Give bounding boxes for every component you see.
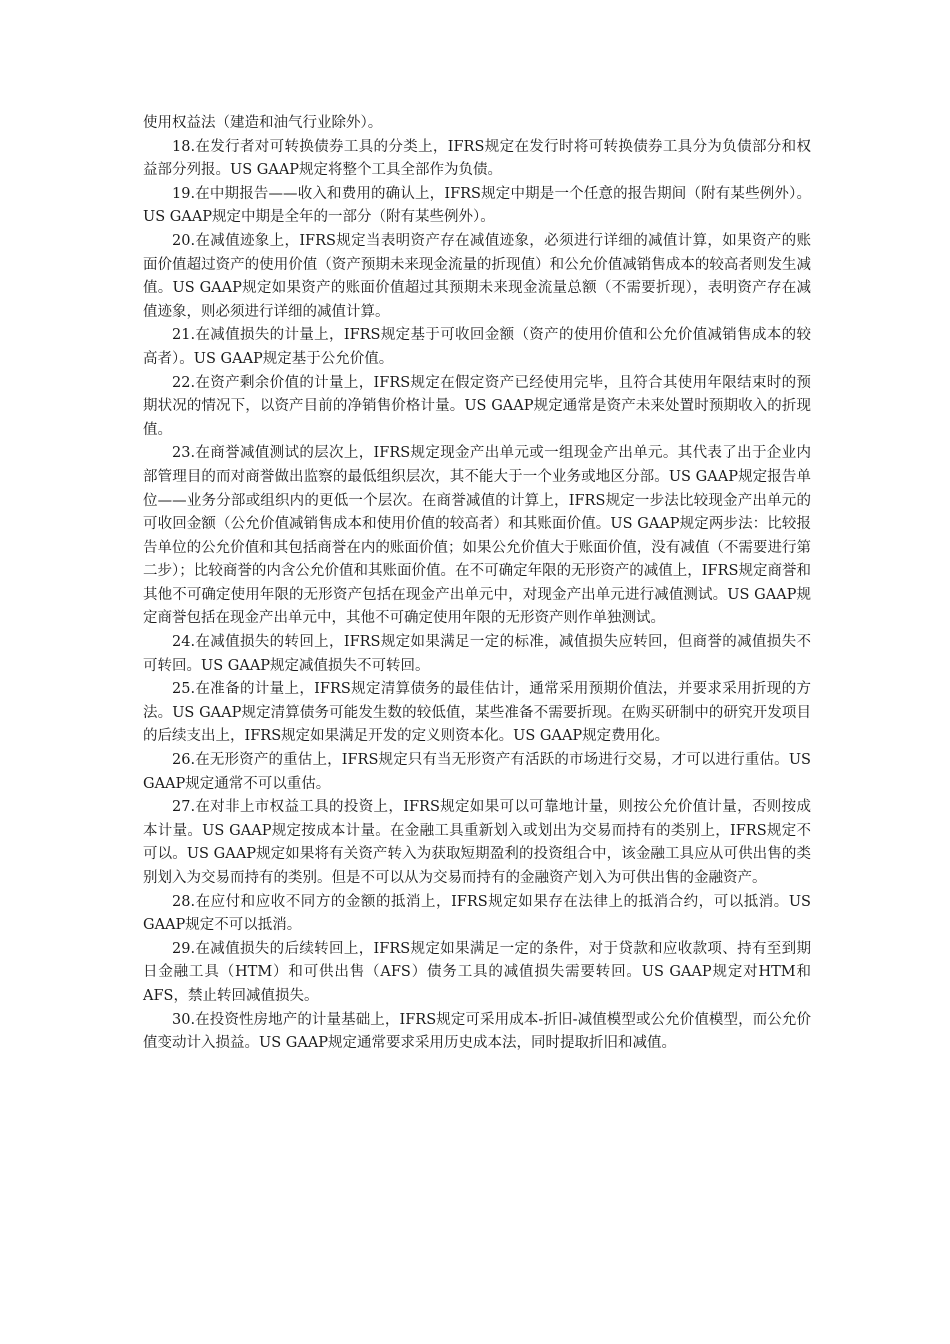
paragraph-19: 19.在中期报告——收入和费用的确认上，IFRS规定中期是一个任意的报告期间（附有某些例外）。US GAAP规定中期是全年的一部分（附有某些例外）。 — [143, 185, 811, 226]
paragraph-continued: 使用权益法（建造和油气行业除外）。 — [143, 115, 383, 131]
paragraph-29: 29.在减值损失的后续转回上，IFRS规定如果满足一定的条件，对于贷款和应收款项、持有至到期日金融工具（HTM）和可供出售（AFS）债务工具的减值损失需要转回。US GAAP规定对HTM和AFS，禁止转回减值损失。 — [143, 940, 811, 1004]
paragraph-30: 30.在投资性房地产的计量基础上，IFRS规定可采用成本-折旧-减值模型或公允价值模型，而公允价值变动计入损益。US GAAP规定通常要求采用历史成本法，同时提取折旧和减值。 — [143, 1011, 811, 1052]
document-body — [143, 112, 811, 1056]
paragraph-18: 18.在发行者对可转换债券工具的分类上，IFRS规定在发行时将可转换债券工具分为负债部分和权益部分列报。US GAAP规定将整个工具全部作为负债。 — [143, 138, 811, 179]
paragraph-26: 26.在无形资产的重估上，IFRS规定只有当无形资产有活跃的市场进行交易，才可以进行重估。US GAAP规定通常不可以重估。 — [143, 752, 811, 792]
paragraph-23: 23.在商誉减值测试的层次上，IFRS规定现金产出单元或一组现金产出单元。其代表了出于企业内部管理目的而对商誉做出监察的最低组织层次，其不能大于一个业务或地区分部。US GAAP规定报告单位——业务分部或组织内的更低一个层次。在商誉减值的计算上，IFRS规定一步法比较现金产出单元的可收回金额（公允价值减销售成本和使用价值的较高者）和其账面价值。US GAAP规定两步法：比较报告单位的公允价值和其包括商誉在内的账面价值；如果公允价值大于账面价值，没有减值（不需要进行第二步）；比较商誉的内含公允价值和其账面价值。在不可确定年限的无形资产的减值上，IFRS规定商誉和其他不可确定使用年限的无形资产包括在现金产出单元中，对现金产出单元进行减值测试。US GAAP规定商誉包括在现金产出单元中，其他不可确定使用年限的无形资产则作单独测试。 — [143, 445, 811, 627]
paragraph-28: 28.在应付和应收不同方的金额的抵消上，IFRS规定如果存在法律上的抵消合约，可以抵消。US GAAP规定不可以抵消。 — [143, 893, 811, 934]
paragraph-22: 22.在资产剩余价值的计量上，IFRS规定在假定资产已经使用完毕，且符合其使用年限结束时的预期状况的情况下，以资产目前的净销售价格计量。US GAAP规定通常是资产未来处置时预期收入的折现值。 — [143, 374, 811, 438]
paragraph-21: 21.在减值损失的计量上，IFRS规定基于可收回金额（资产的使用价值和公允价值减销售成本的较高者）。US GAAP规定基于公允价值。 — [143, 327, 811, 367]
paragraph-20: 20.在减值迹象上，IFRS规定当表明资产存在减值迹象，必须进行详细的减值计算，如果资产的账面价值超过资产的使用价值（资产预期未来现金流量的折现值）和公允价值减销售成本的较高者则发生减值。US GAAP规定如果资产的账面价值超过其预期未来现金流量总额（不需要折现），表明资产存在减值迹象，则必须进行详细的减值计算。 — [143, 232, 811, 320]
paragraph-27: 27.在对非上市权益工具的投资上，IFRS规定如果可以可靠地计量，则按公允价值计量，否则按成本计量。US GAAP规定按成本计量。在金融工具重新划入或划出为交易而持有的类别上，IFRS规定不可以。US GAAP规定如果将有关资产转入为获取短期盈利的投资组合中，该金融工具应从可供出售的类别划入为交易而持有的类别。但是不可以从为交易而持有的金融资产划入为可供出售的金融资产。 — [143, 799, 811, 886]
paragraph-25: 25.在准备的计量上，IFRS规定清算债务的最佳估计，通常采用预期价值法，并要求采用折现的方法。US GAAP规定清算债务可能发生数的较低值，某些准备不需要折现。在购买研制中的研究开发项目的后续支出上，IFRS规定如果满足开发的定义则资本化。US GAAP规定费用化。 — [143, 681, 811, 745]
paragraph-24: 24.在减值损失的转回上，IFRS规定如果满足一定的标准，减值损失应转回，但商誉的减值损失不可转回。US GAAP规定减值损失不可转回。 — [143, 634, 811, 674]
